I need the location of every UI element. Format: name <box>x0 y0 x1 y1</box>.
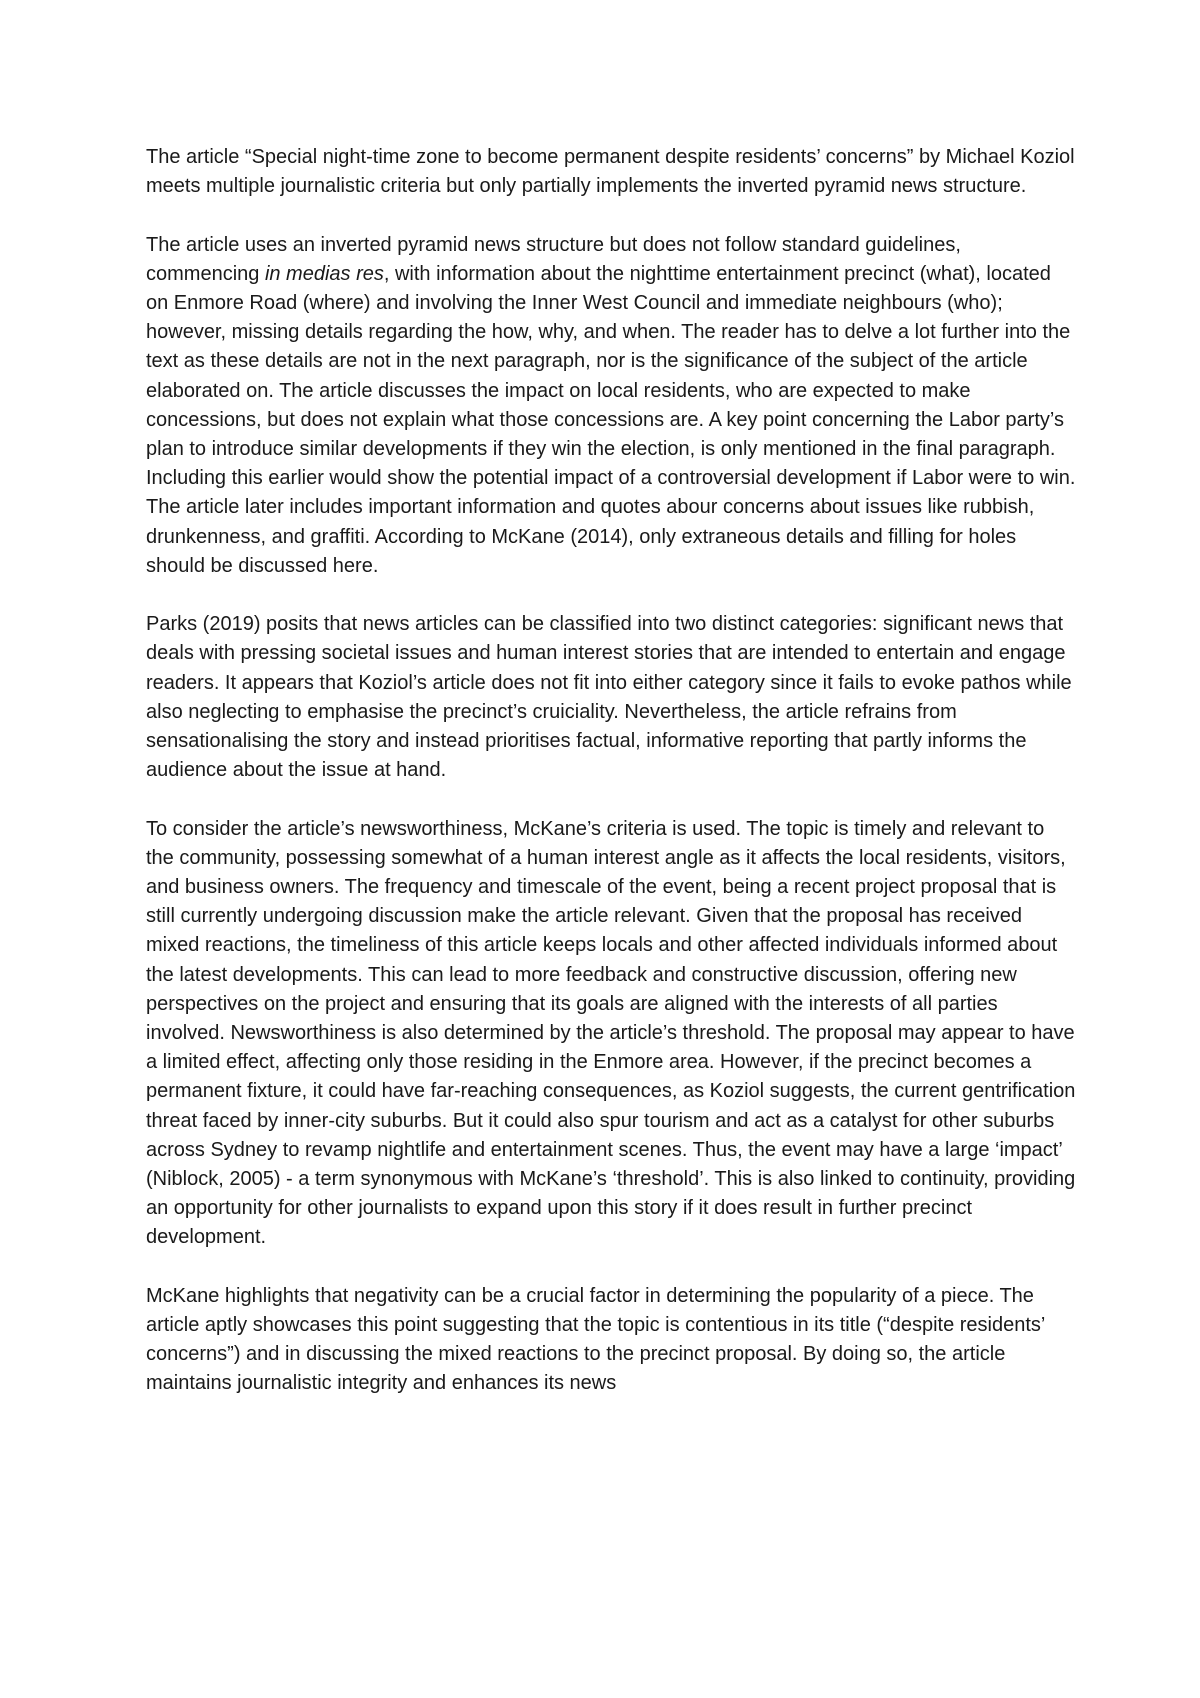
paragraph-intro: The article “Special night-time zone to become permanent despite residents’ concerns” by Michael Koziol meets multiple journalistic criteria but only partially implements the inverted pyramid news structure. <box>146 146 1075 198</box>
paragraph-newsworthiness: To consider the article’s newsworthiness, McKane’s criteria is used. The topic is timely and relevant to the community, possessing somewhat of a human interest angle as it affects the local residents, visitors, and business owners. The frequency and timescale of the event, being a recent project proposal that is still currently undergoing discussion make the article relevant. Given that the proposal has received mixed reactions, the timeliness of this article keeps locals and other affected individuals informed about the latest developments. This can lead to more feedback and constructive discussion, offering new perspectives on the project and ensuring that its goals are aligned with the interests of all parties involved. Newsworthiness is also determined by the article’s threshold. The proposal may appear to have a limited effect, affecting only those residing in the Enmore area. However, if the precinct becomes a permanent fixture, it could have far-reaching consequences, as Koziol suggests, the current gentrification threat faced by inner-city suburbs. But it could also spur tourism and act as a catalyst for other suburbs across Sydney to revamp nightlife and entertainment scenes. Thus, the event may have a large ‘impact’ (Niblock, 2005) - a term synonymous with McKane’s ‘threshold’. This is also linked to continuity, providing an opportunity for other journalists to expand upon this story if it does result in further precinct development. <box>146 817 1076 1249</box>
paragraph-news-categories: Parks (2019) posits that news articles can be classified into two distinct categories: significant news that deals with pressing societal issues and human interest stories that are intended to entertain and engage readers. It appears that Koziol’s article does not fit into either category since it fails to evoke pathos while also neglecting to emphasise the precinct’s cruiciality. Nevertheless, the article refrains from sensationalising the story and instead prioritises factual, informative reporting that partly informs the audience about the issue at hand. <box>146 613 1072 782</box>
paragraph-text: The article uses an inverted pyramid news structure but does not follow standard guidelines, commencing <box>146 233 961 285</box>
paragraph-text: , with information about the nighttime entertainment precinct (what), located on Enmore Road (where) and involving the Inner West Council and immediate neighbours (who); however, missing details regarding the how, why, and when. The reader has to delve a lot further into the text as these details are not in the next paragraph, nor is the significance of the subject of the article elaborated on. The article discusses the impact on local residents, who are expected to make concessions, but does not explain what those concessions are. A key point concerning the Labor party’s plan to introduce similar developments if they win the election, is only mentioned in the final paragraph. Including this earlier would show the potential impact of a controversial development if Labor were to win. The article later includes important information and quotes abour concerns about issues like rubbish, drunkenness, and graffiti. According to McKane (2014), only extraneous details and filling for holes should be discussed here. <box>146 262 1076 577</box>
italic-phrase: in medias res <box>264 262 384 285</box>
paragraph-inverted-pyramid <box>146 231 1076 581</box>
document-body <box>146 143 1076 1428</box>
paragraph-negativity: McKane highlights that negativity can be a crucial factor in determining the popularity of a piece. The article aptly showcases this point suggesting that the topic is contentious in its title (“despite residents’ concerns”) and in discussing the mixed reactions to the precinct proposal. By doing so, the article maintains journalistic integrity and enhances its news <box>146 1284 1045 1395</box>
